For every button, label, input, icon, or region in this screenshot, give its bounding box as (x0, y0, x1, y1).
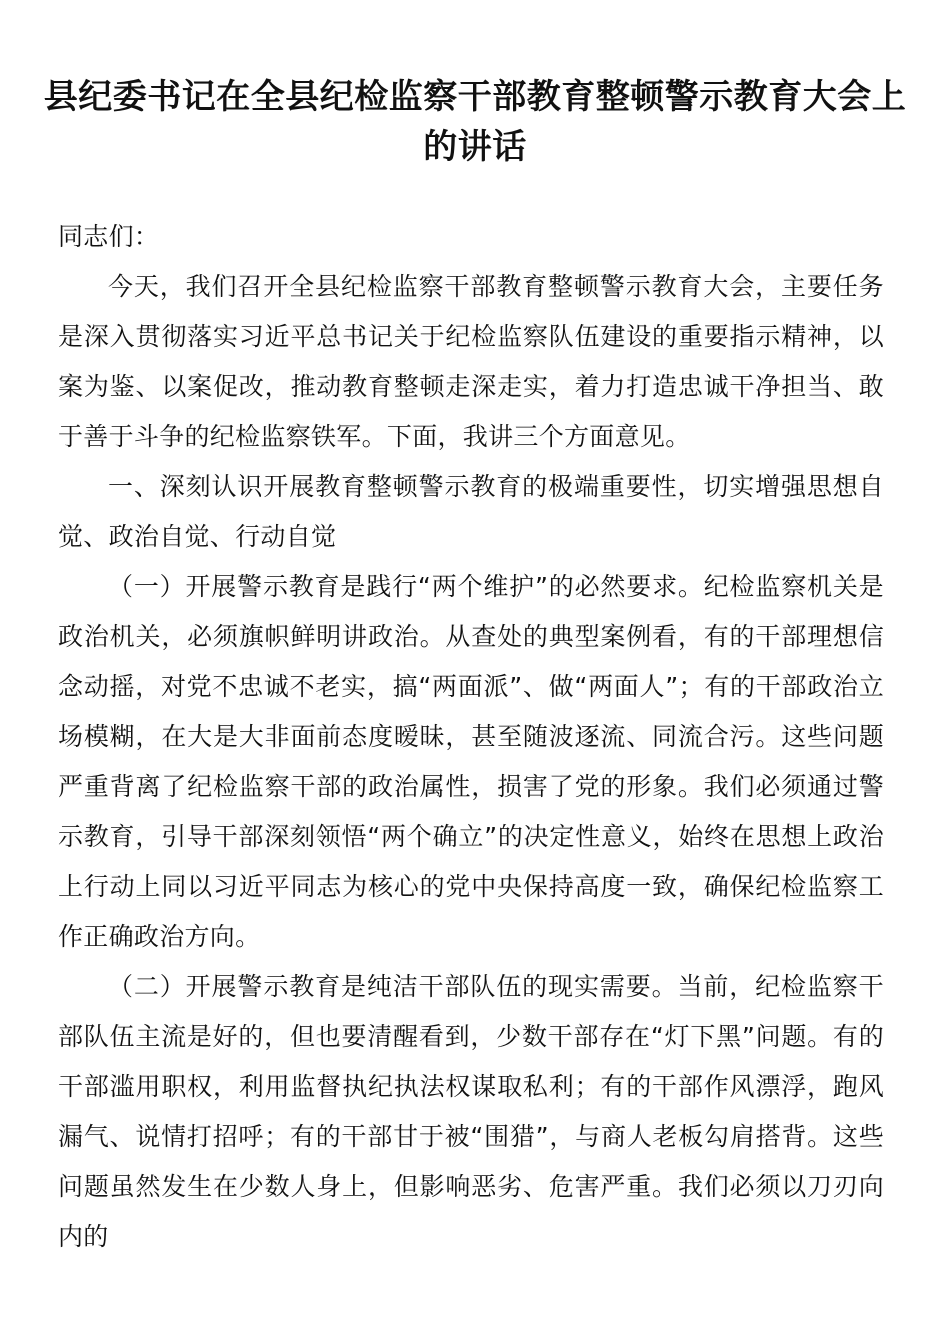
document-title: 县纪委书记在全县纪检监察干部教育整顿警示教育大会上的讲话 (43, 77, 907, 167)
paragraph-subsection-1: （一）开展警示教育是践行“两个维护”的必然要求。纪检监察机关是政治机关，必须旗帜鲜明讲政治。从查处的典型案例看，有的干部理想信念动摇，对党不忠诚不老实，搞“两面派”、做“两面人”；有的干部政治立场模糊，在大是大非面前态度暧昧，甚至随波逐流、同流合污。这些问题严重背离了纪检监察干部的政治属性，损害了党的形象。我们必须通过警示教育，引导干部深刻领悟“两个确立”的决定性意义，始终在思想上政治上行动上同以习近平同志为核心的党中央保持高度一致，确保纪检监察工作正确政治方向。 (58, 572, 884, 951)
document-body (58, 212, 884, 1262)
paragraph-intro: 今天，我们召开全县纪检监察干部教育整顿警示教育大会，主要任务是深入贯彻落实习近平总书记关于纪检监察队伍建设的重要指示精神，以案为鉴、以案促改，推动教育整顿走深走实，着力打造忠诚干净担当、敢于善于斗争的纪检监察铁军。下面，我讲三个方面意见。 (58, 272, 884, 451)
section-heading-1: 一、深刻认识开展教育整顿警示教育的极端重要性，切实增强思想自觉、政治自觉、行动自觉 (58, 472, 884, 551)
salutation: 同志们： (58, 222, 160, 251)
paragraph-subsection-2: （二）开展警示教育是纯洁干部队伍的现实需要。当前，纪检监察干部队伍主流是好的，但也要清醒看到，少数干部存在“灯下黑”问题。有的干部滥用职权，利用监督执纪执法权谋取私利；有的干部作风漂浮，跑风漏气、说情打招呼；有的干部甘于被“围猎”，与商人老板勾肩搭背。这些问题虽然发生在少数人身上，但影响恶劣、危害严重。我们必须以刀刃向内的 (58, 972, 884, 1251)
